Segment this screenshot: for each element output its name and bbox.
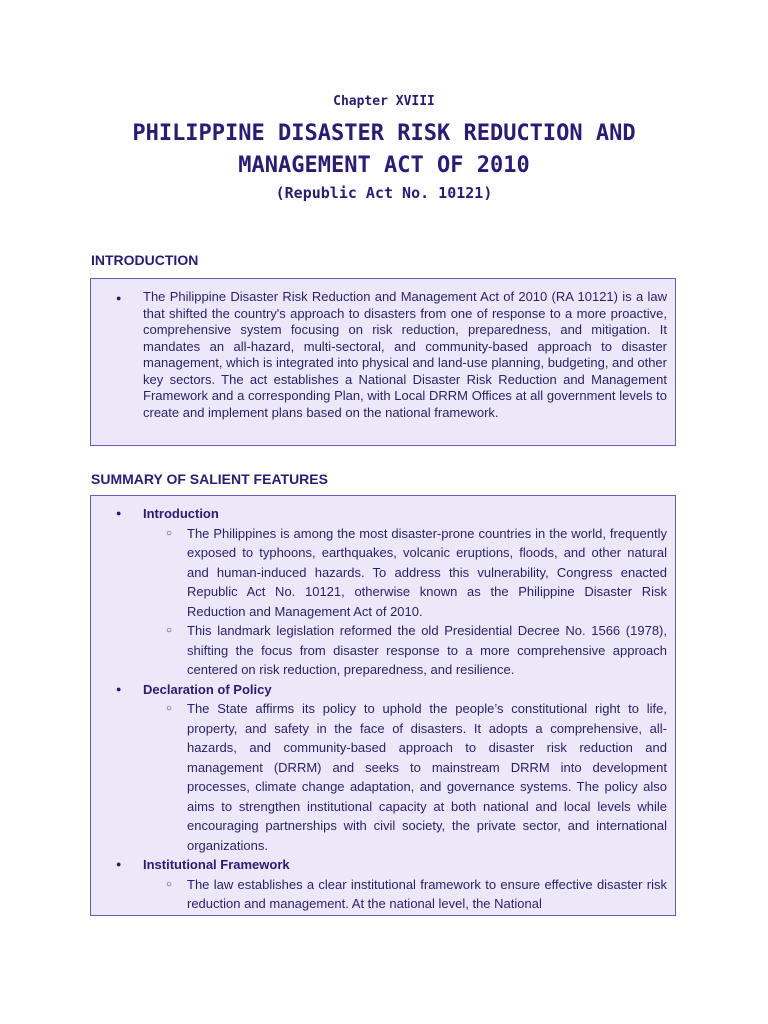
introduction-item [143, 289, 667, 421]
feature-subitem [187, 621, 667, 680]
feature-sublist [143, 524, 667, 680]
feature-subitem-text: ○ This landmark legislation reformed the old Presidential Decree No. 1566 (1978), shifting the focus from disaster response to a more comprehensive approach centered on risk reduction, preparedness, and resilience. [187, 623, 667, 677]
feature-item-declaration-of-policy [143, 680, 667, 856]
introduction-text: ● The Philippine Disaster Risk Reduction and Management Act of 2010 (RA 10121) is a law that shifted the country's approach to disasters from one of response to a more proactive, comprehensive system focusing on risk reduction, preparedness, and mitigation. It mandates an all-hazard, multi-sectoral, and community-based approach to disaster management, which is integrated into physical and land-use planning, budgeting, and other key sectors. The act establishes a National Disaster Risk Reduction and Management Framework and a corresponding Plan, with Local DRRM Offices at all government levels to create and implement plans based on the national framework. [143, 289, 667, 420]
document-title [0, 118, 768, 182]
title-line-1: PHILIPPINE DISASTER RISK REDUCTION AND [132, 121, 636, 146]
feature-title: ● Institutional Framework [143, 857, 290, 872]
feature-subitem-text: ○ The State affirms its policy to uphold the people’s constitutional right to life, property, and safety in the face of disasters. It adopts a comprehensive, all-hazards, and community-based approach to disaster risk reduction and management (DRRM) and seeks to mainstream DRRM into development processes, climate change adaptation, and governance systems. The policy also aims to strengthen institutional capacity at both national and local levels while encouraging partnerships with civil society, the private sector, and international organizations. [187, 701, 667, 853]
feature-sublist [143, 699, 667, 855]
feature-subitem [187, 875, 667, 914]
features-box [90, 495, 676, 916]
feature-sublist [143, 875, 667, 914]
introduction-list [143, 289, 667, 421]
feature-title: ● Introduction [143, 506, 219, 521]
introduction-heading: INTRODUCTION [91, 252, 199, 268]
features-list [143, 504, 667, 914]
feature-subitem [187, 524, 667, 622]
chapter-label: Chapter XVIII [333, 94, 435, 109]
feature-item-introduction [143, 504, 667, 680]
feature-subitem-text: ○ The Philippines is among the most disaster-prone countries in the world, frequently exposed to typhoons, earthquakes, volcanic eruptions, floods, and other natural and human-induced hazards. To address this vulnerability, Congress enacted Republic Act No. 10121, otherwise known as the Philippine Disaster Risk Reduction and Management Act of 2010. [187, 525, 667, 619]
feature-subitem [187, 699, 667, 855]
document-subtitle: (Republic Act No. 10121) [275, 184, 493, 202]
features-heading: SUMMARY OF SALIENT FEATURES [91, 471, 328, 487]
title-line-2: MANAGEMENT ACT OF 2010 [238, 153, 530, 178]
feature-item-institutional-framework [143, 855, 667, 914]
feature-title: ● Declaration of Policy [143, 681, 272, 697]
feature-subitem-text: ○ The law establishes a clear institutional framework to ensure effective disaster risk reduction and management. At the national level, the National [187, 876, 667, 911]
introduction-box [90, 278, 676, 446]
